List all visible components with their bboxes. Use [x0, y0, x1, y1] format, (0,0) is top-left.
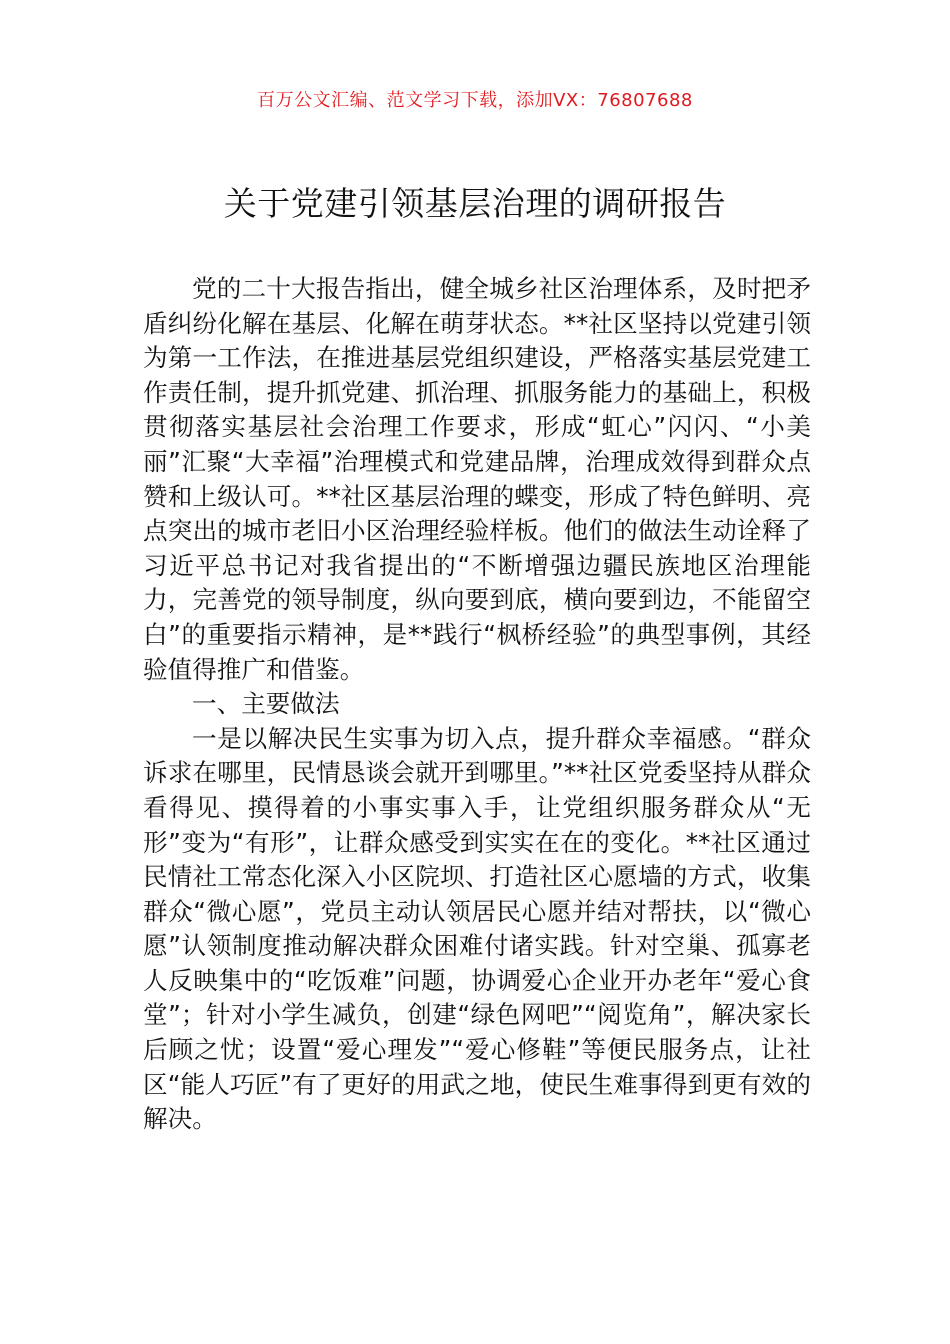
header-note: 百万公文汇编、范文学习下载，添加VX：76807688: [257, 90, 693, 111]
document-title: 关于党建引领基层治理的调研报告: [223, 184, 727, 223]
intro-paragraph: 党的二十大报告指出，健全城乡社区治理体系，及时把矛盾纠纷化解在基层、化解在萌芽状态。**社区坚持以党建引领为第一工作法，在推进基层党组织建设，严格落实基层党建工作责任制，提升抓党建、抓治理、抓服务能力的基础上，积极贯彻落实基层社会治理工作要求，形成“虹心”闪闪、“小美丽”汇聚“大幸福”治理模式和党建品牌，治理成效得到群众点赞和上级认可。**社区基层治理的蝶变，形成了特色鲜明、亮点突出的城市老旧小区治理经验样板。他们的做法生动诠释了习近平总书记对我省提出的“不断增强边疆民族地区治理能力，完善党的领导制度，纵向要到底，横向要到边，不能留空白”的重要指示精神，是**践行“枫桥经验”的典型事例，其经验值得推广和借鉴。: [143, 274, 811, 684]
body-paragraph: 一是以解决民生实事为切入点，提升群众幸福感。“群众诉求在哪里，民情恳谈会就开到哪里。”**社区党委坚持从群众看得见、摸得着的小事实事入手，让党组织服务群众从“无形”变为“有形”，让群众感受到实实在在的变化。**社区通过民情社工常态化深入小区院坝、打造社区心愿墙的方式，收集群众“微心愿”，党员主动认领居民心愿并结对帮扶，以“微心愿”认领制度推动解决群众困难付诸实践。针对空巢、孤寡老人反映集中的“吃饭难”问题，协调爱心企业开办老年“爱心食堂”；针对小学生减负，创建“绿色网吧”“阅览角”，解决家长后顾之忧；设置“爱心理发”“爱心修鞋”等便民服务点，让社区“能人巧匠”有了更好的用武之地，使民生难事得到更有效的解决。: [143, 723, 811, 1134]
section-heading: 一、主要做法: [192, 689, 340, 719]
document-body: [143, 272, 811, 1137]
